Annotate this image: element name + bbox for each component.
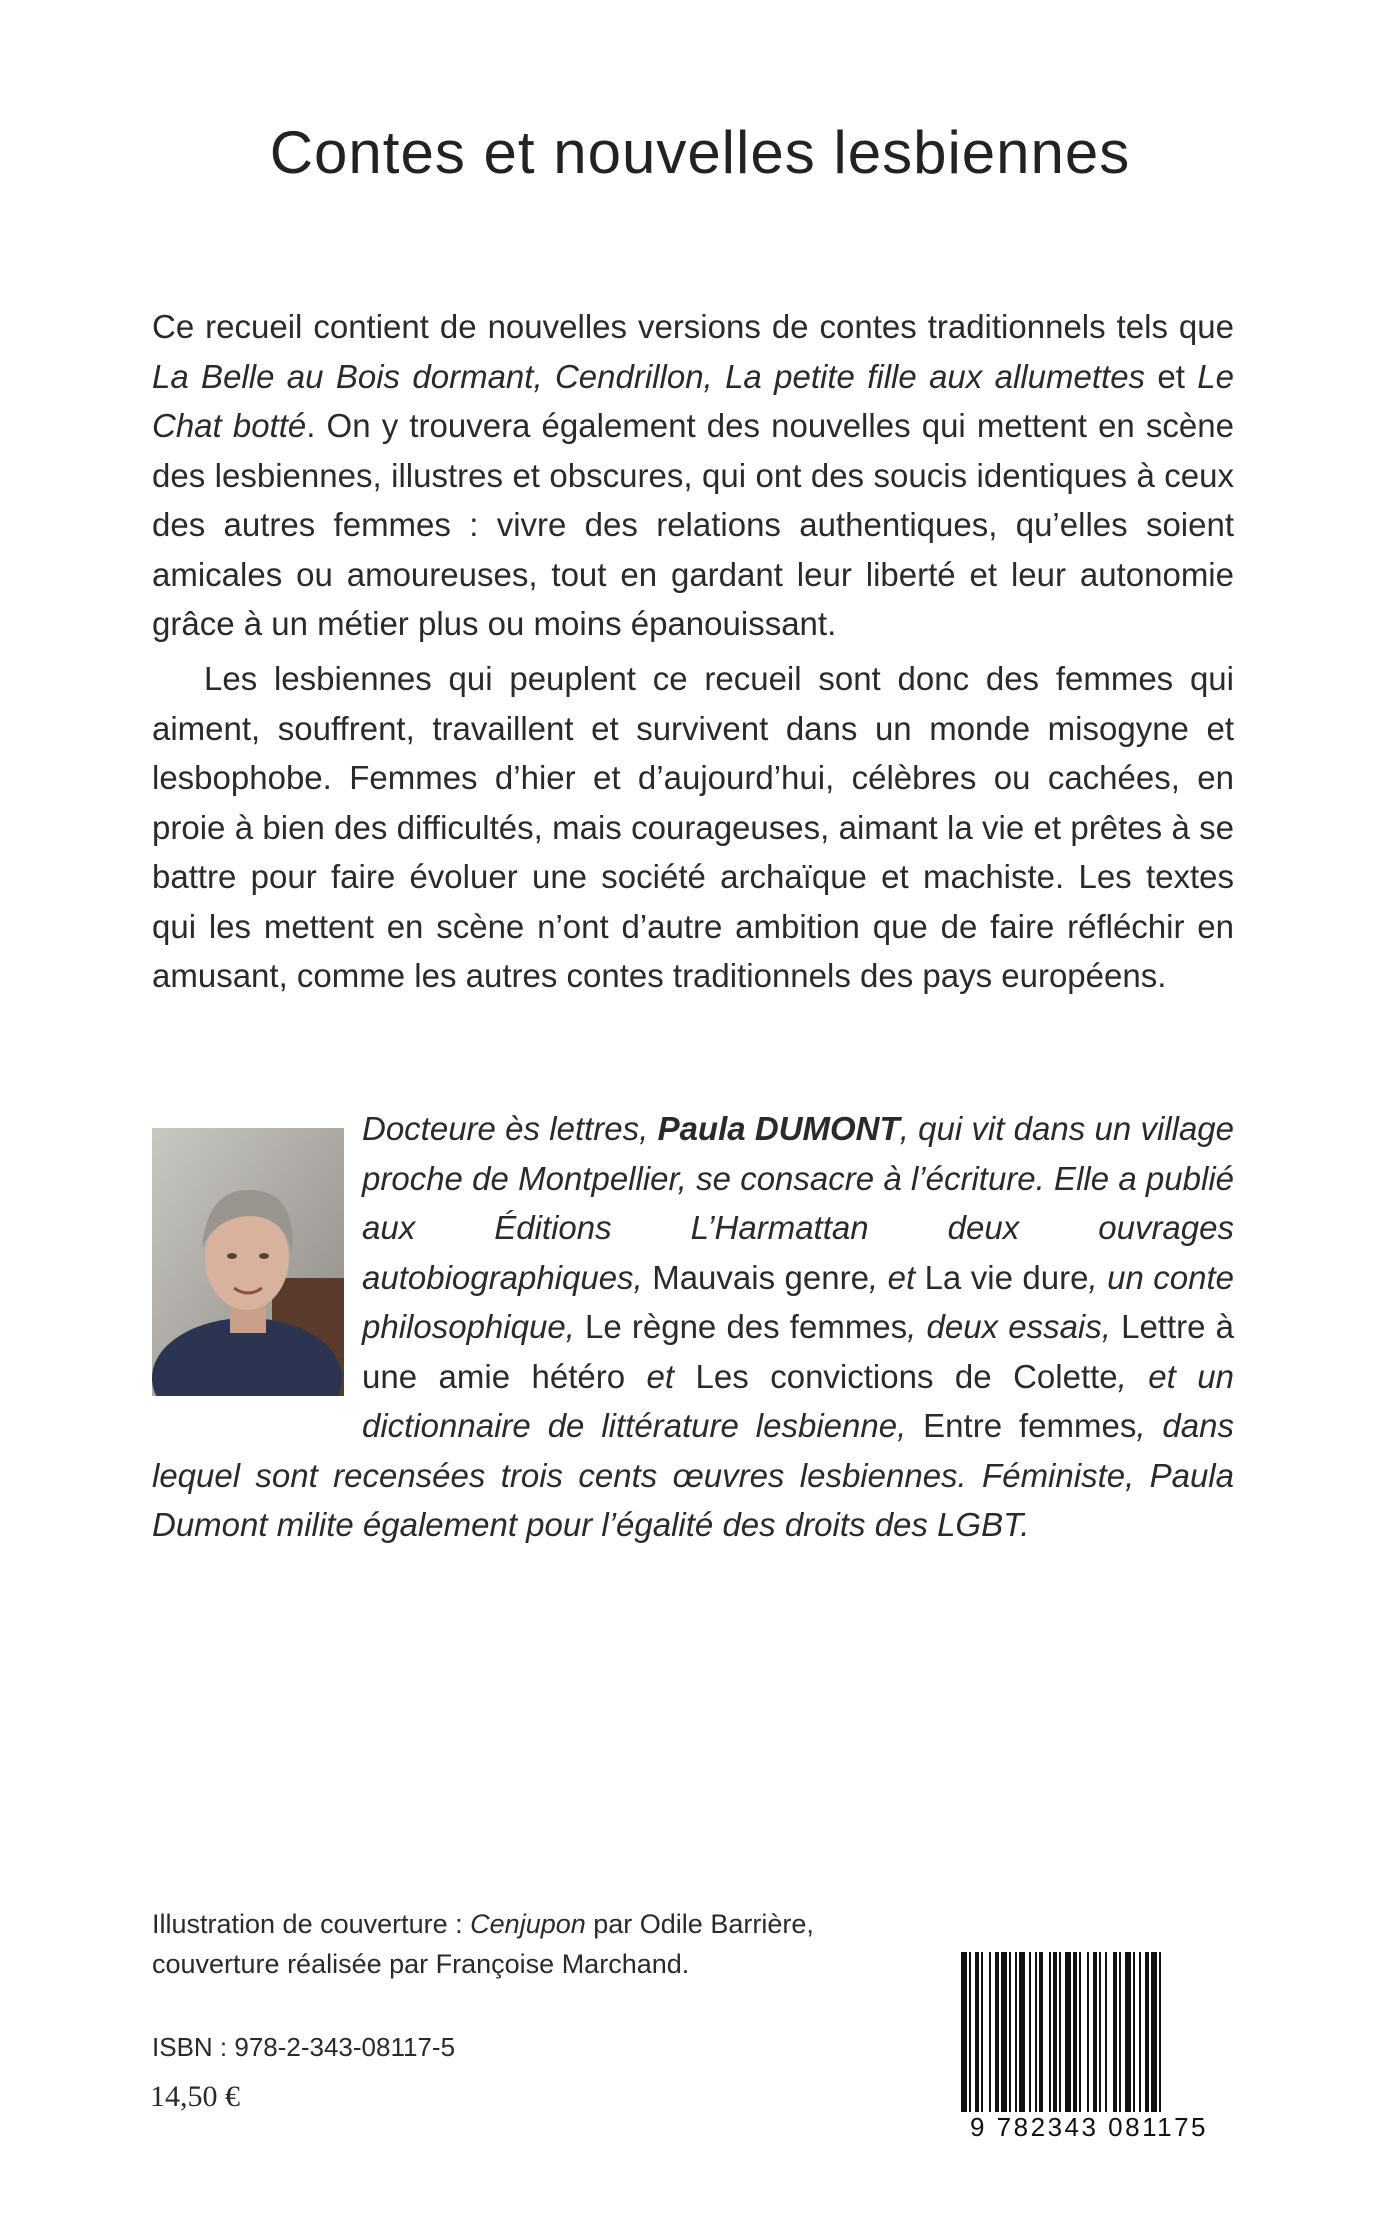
barcode-bar xyxy=(1151,1952,1157,2112)
barcode-bar xyxy=(1105,1952,1107,2112)
barcode-bar xyxy=(981,1952,983,2112)
summary-paragraph-2: Les lesbiennes qui peuplent ce recueil sont donc des femmes qui aiment, souffrent, travaillent et survivent dans un monde misogyne et lesbophobe. Femmes d’hier et d’aujourd’hui, célèbres ou cachées, en proie à bien des difficultés, mais courageuses, aimant la vie et prêtes à se battre pour faire évoluer une société archaïque et machiste. Les textes qui les mettent en scène n’ont d’autre ambition que de faire réfléchir en amusant, comme les autres contes traditionnels des pays européens. xyxy=(152,660,1234,994)
isbn: ISBN : 978-2-343-08117-5 xyxy=(152,2032,456,2062)
barcode-bar xyxy=(1019,1952,1025,2112)
barcode-bar xyxy=(1073,1952,1077,2112)
barcode-bar xyxy=(1093,1952,1097,2112)
barcode-bar xyxy=(1035,1952,1037,2112)
barcode-bar xyxy=(1039,1952,1043,2112)
barcode-bar xyxy=(1079,1952,1081,2112)
barcode-bar xyxy=(1065,1952,1071,2112)
barcode-bar xyxy=(1133,1952,1135,2112)
barcode-bar xyxy=(995,1952,999,2112)
barcode-bar xyxy=(1159,1952,1161,2112)
barcode-bar xyxy=(1125,1952,1131,2112)
barcode-bar xyxy=(1015,1952,1017,2112)
barcode-bar xyxy=(1113,1952,1117,2112)
barcode-bar xyxy=(1049,1952,1051,2112)
barcode-bar xyxy=(1029,1952,1031,2112)
barcode-bar xyxy=(1001,1952,1007,2112)
book-title: Contes et nouvelles lesbiennes xyxy=(269,119,1131,186)
barcode-bar xyxy=(1009,1952,1011,2112)
barcode-bar xyxy=(961,1952,967,2112)
barcode-bar xyxy=(1139,1952,1141,2112)
barcode-bar xyxy=(1053,1952,1057,2112)
summary-paragraph-1: Ce recueil contient de nouvelles versions de contes traditionnels tels que La Belle au Bois dormant, Cendrillon, La petite fille aux allumettes et Le Chat botté. On y trouvera également des nouvelles qui mettent en scène des lesbiennes, illustres et obscures, qui ont des soucis identiques à ceux des autres femmes : vivre des relations authentiques, qu’elles soient amicales ou amoureuses, tout en gardant leur liberté et leur autonomie grâce à un métier plus ou moins épanouissant. xyxy=(152,308,1234,642)
barcode-bar xyxy=(1145,1952,1149,2112)
barcode-bar xyxy=(1119,1952,1121,2112)
barcode-bar xyxy=(989,1952,991,2112)
cover-credits: Illustration de couverture : Cenjupon par Odile Barrière, couverture réalisée par Françoise Marchand. xyxy=(152,1909,814,1979)
price: 14,50 € xyxy=(150,2080,240,2113)
barcode-digits: 9 782343 081175 xyxy=(955,2112,1223,2143)
barcode-bar xyxy=(1099,1952,1101,2112)
barcode-bar xyxy=(975,1952,979,2112)
barcode-bar xyxy=(1059,1952,1061,2112)
barcode-bar xyxy=(1087,1952,1089,2112)
author-bio: Docteure ès lettres, Paula DUMONT, qui vit dans un village proche de Montpellier, se consacre à l’écriture. Elle a publié aux Éditions L’Harmattan deux ouvrages autobiographiques, Mauvais genre, et La vie dure, un conte philosophique, Le règne des femmes, deux essais, Lettre à une amie hétéro et Les convictions de Colette, et un dictionnaire de littérature lesbienne, Entre femmes, dans lequel sont recensées trois cents œuvres lesbiennes. Féministe, Paula Dumont milite également pour l’égalité des droits des LGBT. xyxy=(152,1110,1234,1543)
barcode-bar xyxy=(969,1952,971,2112)
